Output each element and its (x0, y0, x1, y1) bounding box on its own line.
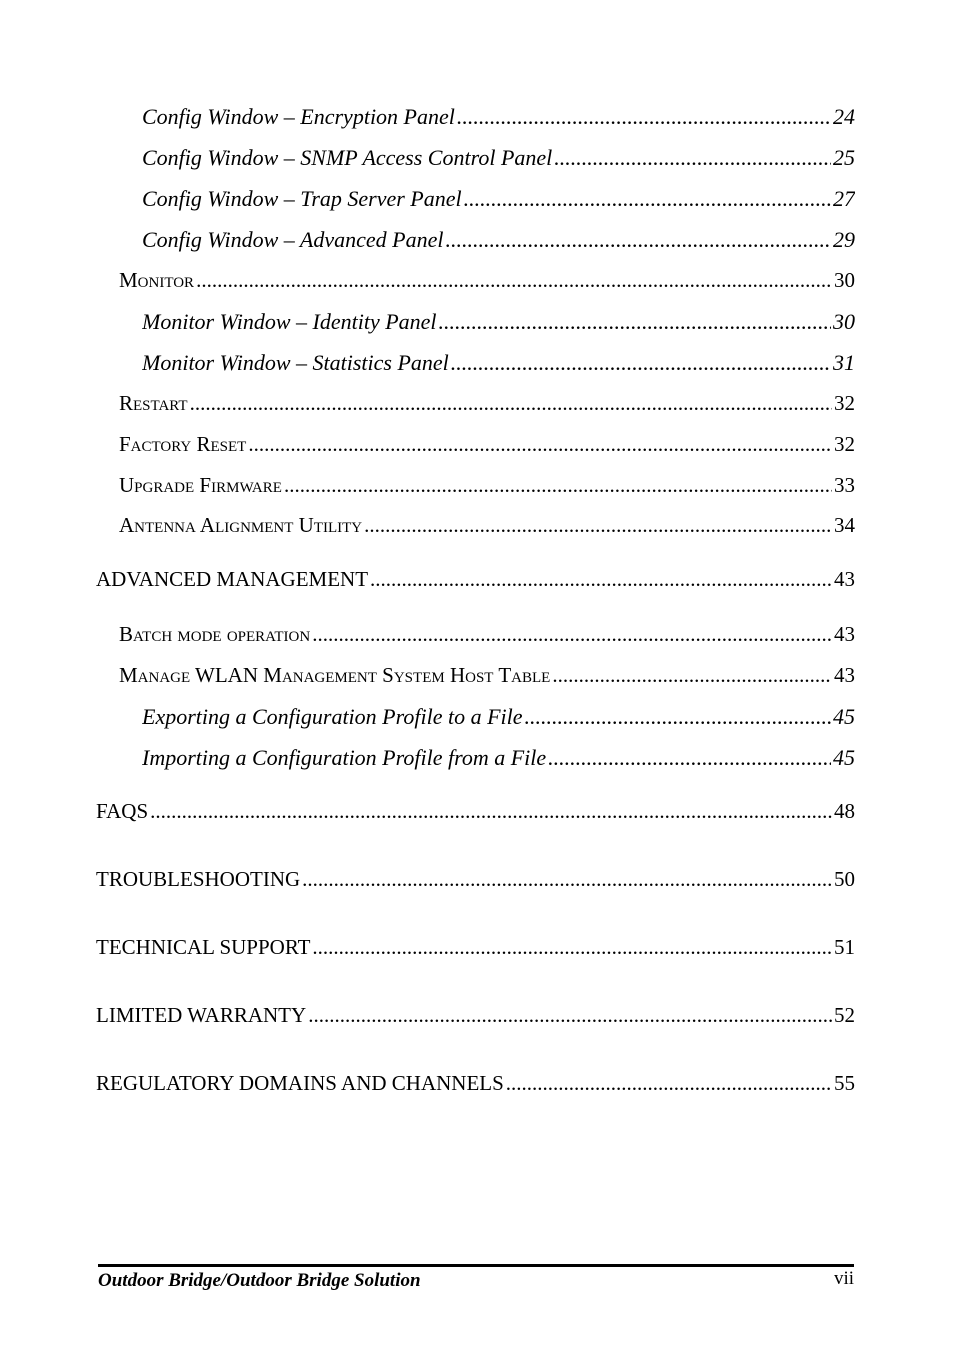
leader-dots (552, 663, 832, 688)
leader-dots (506, 1071, 832, 1096)
leader-dots (190, 391, 832, 416)
toc-entry[interactable] (142, 227, 855, 253)
toc-entry-title: Monitor (119, 268, 195, 292)
toc-entry-title: Antenna Alignment Utility (119, 513, 363, 537)
toc-entry-title: Batch mode operation (119, 622, 311, 646)
toc-entry-title: Exporting a Configuration Profile to a File (142, 704, 523, 729)
leader-dots (302, 867, 832, 892)
toc-entry[interactable] (119, 268, 855, 293)
toc-entry[interactable] (96, 799, 855, 824)
toc-entry-title: Config Window – Encryption Panel (142, 104, 455, 129)
toc-entry[interactable] (142, 104, 855, 130)
leader-dots (525, 704, 832, 730)
toc-entry-title: Manage WLAN Management System Host Table (119, 663, 551, 687)
leader-dots (445, 227, 831, 253)
toc-entry-page: 25 (833, 145, 855, 170)
toc-entry-page: 43 (834, 622, 855, 646)
toc-entry-page: 43 (834, 567, 855, 591)
toc-entry-page: 24 (833, 104, 855, 129)
toc-entry-page: 32 (834, 432, 855, 456)
toc-entry-title: Upgrade Firmware (119, 473, 282, 497)
footer-page-number: vii (833, 1268, 854, 1289)
toc-entry[interactable] (119, 432, 855, 457)
toc-entry[interactable] (119, 663, 855, 688)
footer-title: Outdoor Bridge/Outdoor Bridge Solution (98, 1270, 421, 1291)
toc-entry-page: 45 (833, 704, 855, 729)
toc-entry[interactable] (142, 186, 855, 212)
toc-entry[interactable] (142, 145, 855, 171)
toc-entry-page: 33 (834, 473, 855, 497)
toc-entry-title: Importing a Configuration Profile from a File (142, 745, 547, 770)
toc-entry[interactable] (119, 513, 855, 538)
toc-entry[interactable] (119, 622, 855, 647)
leader-dots (457, 104, 831, 130)
toc-entry[interactable] (96, 1003, 855, 1028)
toc-entry-page: 30 (833, 309, 855, 334)
toc-entry[interactable] (96, 935, 855, 960)
toc-entry[interactable] (96, 867, 855, 892)
toc-entry[interactable] (142, 745, 855, 771)
toc-entry-page: 52 (834, 1003, 855, 1027)
toc-entry-title: REGULATORY DOMAINS AND CHANNELS (96, 1071, 504, 1095)
leader-dots (312, 622, 832, 647)
toc-entry-page: 31 (833, 350, 855, 375)
toc-entry-title: Restart (119, 391, 188, 415)
toc-entry-page: 29 (833, 227, 855, 252)
toc-entry[interactable] (142, 309, 855, 335)
toc-entry-page: 43 (834, 663, 855, 687)
toc-entry-page: 48 (834, 799, 855, 823)
toc-entry-page: 50 (834, 867, 855, 891)
leader-dots (554, 145, 831, 171)
leader-dots (548, 745, 831, 771)
toc-entry[interactable] (96, 1071, 855, 1096)
toc-entry-title: Monitor Window – Statistics Panel (142, 350, 449, 375)
leader-dots (284, 473, 832, 498)
toc-entry-title: TROUBLESHOOTING (96, 867, 301, 891)
toc-entry-title: Config Window – Trap Server Panel (142, 186, 462, 211)
leader-dots (312, 935, 832, 960)
toc-entry-page: 45 (833, 745, 855, 770)
toc-entry-page: 32 (834, 391, 855, 415)
leader-dots (370, 567, 832, 592)
toc-entry-page: 55 (834, 1071, 855, 1095)
toc-entry-title: Factory Reset (119, 432, 247, 456)
leader-dots (464, 186, 831, 212)
toc-entry-title: Config Window – Advanced Panel (142, 227, 444, 252)
leader-dots (150, 799, 832, 824)
leader-dots (308, 1003, 832, 1028)
leader-dots (364, 513, 832, 538)
toc-entry-title: FAQS (96, 799, 149, 823)
toc-entry[interactable] (119, 473, 855, 498)
leader-dots (451, 350, 831, 376)
toc-entry[interactable] (96, 567, 855, 592)
footer-divider (98, 1264, 854, 1267)
toc-entry-page: 30 (834, 268, 855, 292)
leader-dots (439, 309, 831, 335)
toc-entry-title: Config Window – SNMP Access Control Panel (142, 145, 553, 170)
toc-entry-page: 51 (834, 935, 855, 959)
leader-dots (196, 268, 832, 293)
toc-entry-page: 34 (834, 513, 855, 537)
toc-entry-title: TECHNICAL SUPPORT (96, 935, 311, 959)
toc-entry-page: 27 (833, 186, 855, 211)
toc-entry-title: Monitor Window – Identity Panel (142, 309, 437, 334)
toc-entry-title: LIMITED WARRANTY (96, 1003, 307, 1027)
leader-dots (248, 432, 832, 457)
toc-entry[interactable] (119, 391, 855, 416)
toc-entry[interactable] (142, 350, 855, 376)
toc-entry[interactable] (142, 704, 855, 730)
toc-entry-title: ADVANCED MANAGEMENT (96, 567, 369, 591)
